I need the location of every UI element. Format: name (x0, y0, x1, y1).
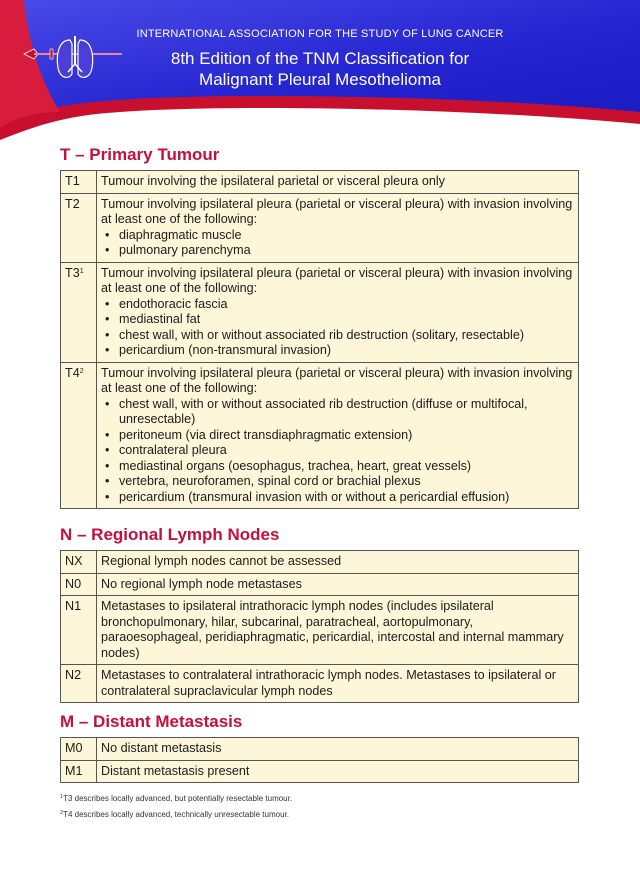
stage-description: Metastases to contralateral intrathoracic lymph nodes. Metastases to ipsilateral or contralateral supraclavicular lymph nodes (97, 665, 579, 703)
n-section-heading: N – Regional Lymph Nodes (60, 525, 280, 544)
stage-code: N1 (61, 596, 97, 665)
list-item: • diaphragmatic muscle (101, 228, 574, 244)
list-item: • endothoracic fascia (101, 297, 574, 313)
list-item: • mediastinal organs (oesophagus, trachea, heart, great vessels) (101, 459, 574, 475)
criteria-list (101, 228, 574, 259)
list-item: • chest wall, with or without associated rib destruction (diffuse or multifocal, unresectable) (101, 397, 574, 428)
stage-code: M1 (61, 760, 97, 783)
t-classification-table (60, 170, 579, 509)
list-item: • peritoneum (via direct transdiaphragmatic extension) (101, 428, 574, 444)
m-section-heading: M – Distant Metastasis (60, 712, 243, 731)
criteria-list (101, 397, 574, 506)
footnote-mark: 1 (79, 267, 84, 275)
table-row (61, 551, 579, 574)
stage-code: $T4^2$ (61, 362, 97, 509)
stage-code: N2 (61, 665, 97, 703)
stage-code: $T3^1$ (61, 262, 97, 362)
stage-code: N0 (61, 573, 97, 596)
table-row (61, 193, 579, 262)
n-classification-table (60, 550, 579, 703)
list-item: • vertebra, neuroforamen, spinal cord or brachial plexus (101, 474, 574, 490)
document-title (134, 48, 506, 90)
stage-description: Metastases to ipsilateral intrathoracic lymph nodes (includes ipsilateral bronchopulmonary, hilar, subcarinal, paratracheal, aortopulmonary, paraoesophageal, peridiaphragmatic, pericardial, intercostal and internal mammary nodes) (97, 596, 579, 665)
list-item: • mediastinal fat (101, 312, 574, 328)
table-row (61, 665, 579, 703)
stage-description: Tumour involving ipsilateral pleura (parietal or visceral pleura) with invasion involving at least one of the following: • chest wall, with or without associated rib destruction (diffuse or multifocal, unresectable) • peritoneum (via direct transdiaphragmatic extension) • contralateral pleura • mediastinal organs (oesophagus, trachea, heart, great vessels) • vertebra, neuroforamen, spinal cord or brachial plexus • pericardium (transmural invasion with or without a pericardial effusion) (97, 362, 579, 509)
footnote-2: $^2$T4 describes locally advanced, technically unresectable tumour. (60, 810, 289, 819)
table-row (61, 738, 579, 761)
stage-code: M0 (61, 738, 97, 761)
table-row (61, 760, 579, 783)
table-row (61, 171, 579, 194)
stage-description: Tumour involving ipsilateral pleura (parietal or visceral pleura) with invasion involving at least one of the following: • endothoracic fascia • mediastinal fat • chest wall, with or without associated rib destruction (solitary, resectable) • pericardium (non-transmural invasion) (97, 262, 579, 362)
stage-description: Tumour involving the ipsilateral parietal or visceral pleura only (97, 171, 579, 194)
list-item: • pericardium (transmural invasion with or without a pericardial effusion) (101, 490, 574, 506)
organization-name: INTERNATIONAL ASSOCIATION FOR THE STUDY OF LUNG CANCER (136, 28, 504, 40)
list-item: • pericardium (non-transmural invasion) (101, 343, 574, 359)
lungs-sword-logo-icon (22, 34, 122, 88)
stage-code: NX (61, 551, 97, 574)
stage-code: T1 (61, 171, 97, 194)
table-row (61, 596, 579, 665)
stage-description: Tumour involving ipsilateral pleura (parietal or visceral pleura) with invasion involving at least one of the following: • diaphragmatic muscle • pulmonary parenchyma (97, 193, 579, 262)
footnote-mark: 2 (79, 367, 84, 375)
list-item: • pulmonary parenchyma (101, 243, 574, 259)
list-item: • chest wall, with or without associated rib destruction (solitary, resectable) (101, 328, 574, 344)
t-section-heading: T – Primary Tumour (60, 145, 220, 164)
stage-description: Distant metastasis present (97, 760, 579, 783)
criteria-list (101, 297, 574, 359)
stage-description: No distant metastasis (97, 738, 579, 761)
stage-description: Regional lymph nodes cannot be assessed (97, 551, 579, 574)
table-row (61, 262, 579, 362)
title-line-2: Malignant Pleural Mesothelioma (199, 70, 441, 89)
m-classification-table (60, 737, 579, 783)
stage-code: T2 (61, 193, 97, 262)
table-row (61, 573, 579, 596)
title-line-1: 8th Edition of the TNM Classification for (170, 49, 470, 68)
stage-description: No regional lymph node metastases (97, 573, 579, 596)
footnote-1: $^1$T3 describes locally advanced, but potentially resectable tumour. (60, 794, 293, 803)
list-item: • contralateral pleura (101, 443, 574, 459)
table-row (61, 362, 579, 509)
